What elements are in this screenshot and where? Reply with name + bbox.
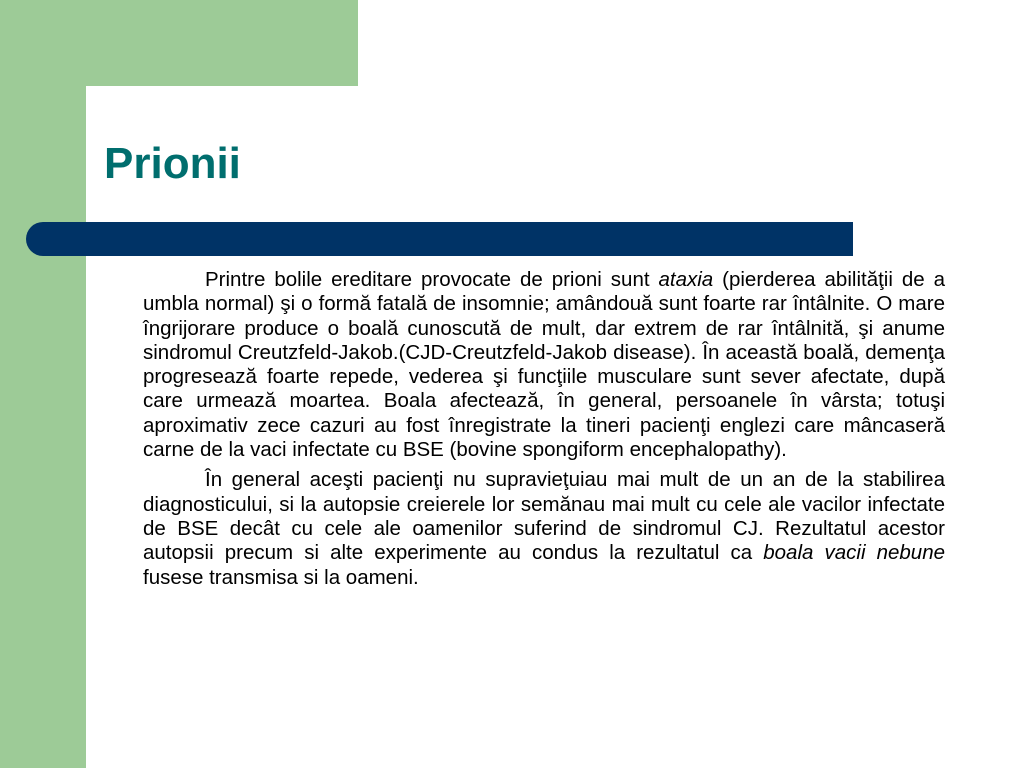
paragraph-2-italic-term: boala vacii nebune [763, 541, 945, 565]
body-paragraph-2 [143, 468, 945, 589]
slide-title: Prionii [104, 139, 241, 188]
body-paragraph-1 [143, 268, 945, 462]
paragraph-1-italic-term: ataxia [658, 268, 714, 291]
decorative-green-band-top [0, 0, 358, 86]
paragraph-1-text-a: Printre bolile ereditare provocate de prioni sunt [205, 268, 659, 291]
paragraph-1-text-b: (pierderea abilităţii de a umbla normal) şi o formă fatală de insomnie; amândouă sunt foarte rar întâlnite. O mare îngrijorare produce o boală cunoscută de mult, dar extrem de rar întâlnită, şi anume sindromul Creutzfeld-Jakob.(CJD-Creutzfeld-Jakob disease). În această boală, demenţa progresează foarte repede, vederea şi funcţiile musculare sunt sever afectate, după care urmează moartea. Boala afectează, în general, persoanele în vârsta; totuşi aproximativ zece cazuri au fost înregistrate la tineri pacienţi englezi care mâncaseră carne de la vaci infectate cu BSE (bovine spongiform encephalopathy). [143, 268, 945, 462]
paragraph-2-text-b: fusese transmisa si la oameni. [143, 565, 419, 589]
paragraph-2-text-a: În general aceşti pacienţi nu supravieţuiau mai mult de un an de la stabilirea diagnosticului, si la autopsie creierele lor semănau mai mult cu cele ale vacilor infectate de BSE decât cu cele ale oamenilor suferind de sindromul CJ. Rezultatul acestor autopsii precum si alte experimente au condus la rezultatul ca [143, 468, 945, 565]
title-underline-bar [26, 222, 853, 256]
decorative-green-band-left [0, 0, 86, 768]
slide-body [143, 268, 945, 596]
